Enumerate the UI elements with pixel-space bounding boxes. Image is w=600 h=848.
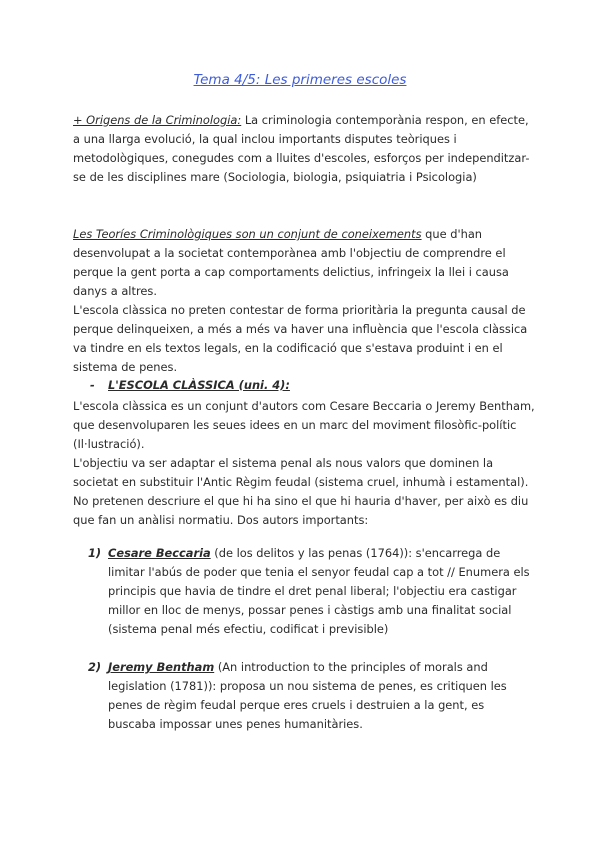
author-name: Jeremy Bentham [108,660,215,674]
theories-lead: Les Teoríes Criminològiques son un conjunt de coneixements [73,227,422,241]
classical-school-body [73,397,535,530]
author-item-beccaria [88,544,534,639]
origins-heading: + Origens de la Criminologia: [73,113,242,127]
classical-school-label: L'ESCOLA CLÀSSICA (uni. 4): [108,378,290,392]
author-name: Cesare Beccaria [108,546,211,560]
page-title: Tema 4/5: Les primeres escoles [193,72,407,88]
theories-text: que d'han desenvolupat a la societat contemporànea amb l'objectiu de comprendre el perque la gent porta a cap comportaments delictius, infringeix la llei i causa danys a altres. [73,227,509,298]
author-item-bentham [88,658,534,734]
intro-text: La criminologia contemporània respon, en efecte, a una llarga evolució, la qual inclou importants disputes teòriques i metodològiques, conegudes com a lluites d'escoles, esforços per independitzar-se de les disciplines mare (Sociologia, biologia, psiquiatria i Psicologia) [73,113,530,184]
classical-school-intro: L'escola clàssica es un conjunt d'autors com Cesare Beccaria o Jeremy Bentham, que desenvoluparen les seues idees en un marc del moviment filosòfic-polític (Il·lustració). [73,399,535,451]
item-number: 2) [88,660,102,674]
classical-school-heading [90,378,290,392]
item-number: 1) [88,546,102,560]
bullet-dash: - [90,378,95,392]
classical-school-objective: L'objectiu va ser adaptar el sistema penal als nous valors que dominen la societat en substituir l'Antic Règim feudal (sistema cruel, inhumà i estamental). No pretenen descriure el que hi ha sino el que hi hauria d'haver, per això es diu que fan un anàlisi normatiu. Dos autors importants: [73,456,529,527]
author-description: (An introduction to the principles of morals and legislation (1781)): proposa un nou sistema de penes, es critiquen les penes de règim feudal perque eres cruels i destruien a la gent, es buscaba impossar unes penes humanitàries. [108,660,507,731]
theories-block [73,225,535,377]
intro-paragraph [73,111,535,187]
author-description: (de los delitos y las penas (1764)): s'encarrega de limitar l'abús de poder que tenia el senyor feudal cap a tot // Enumera els principis que havia de tindre el dret penal liberal; l'objectiu era castigar millor en lloc de menys, possar penes i càstigs amb una finalitat social (sistema penal més efectiu, codificat i previsible) [108,546,530,636]
classical-note: L'escola clàssica no preten contestar de forma prioritària la pregunta causal de perque delinqueixen, a més a més va haver una influència que l'escola clàssica va tindre en els textos legals, en la codificació que s'estava produint i en el sistema de penes. [73,303,528,374]
